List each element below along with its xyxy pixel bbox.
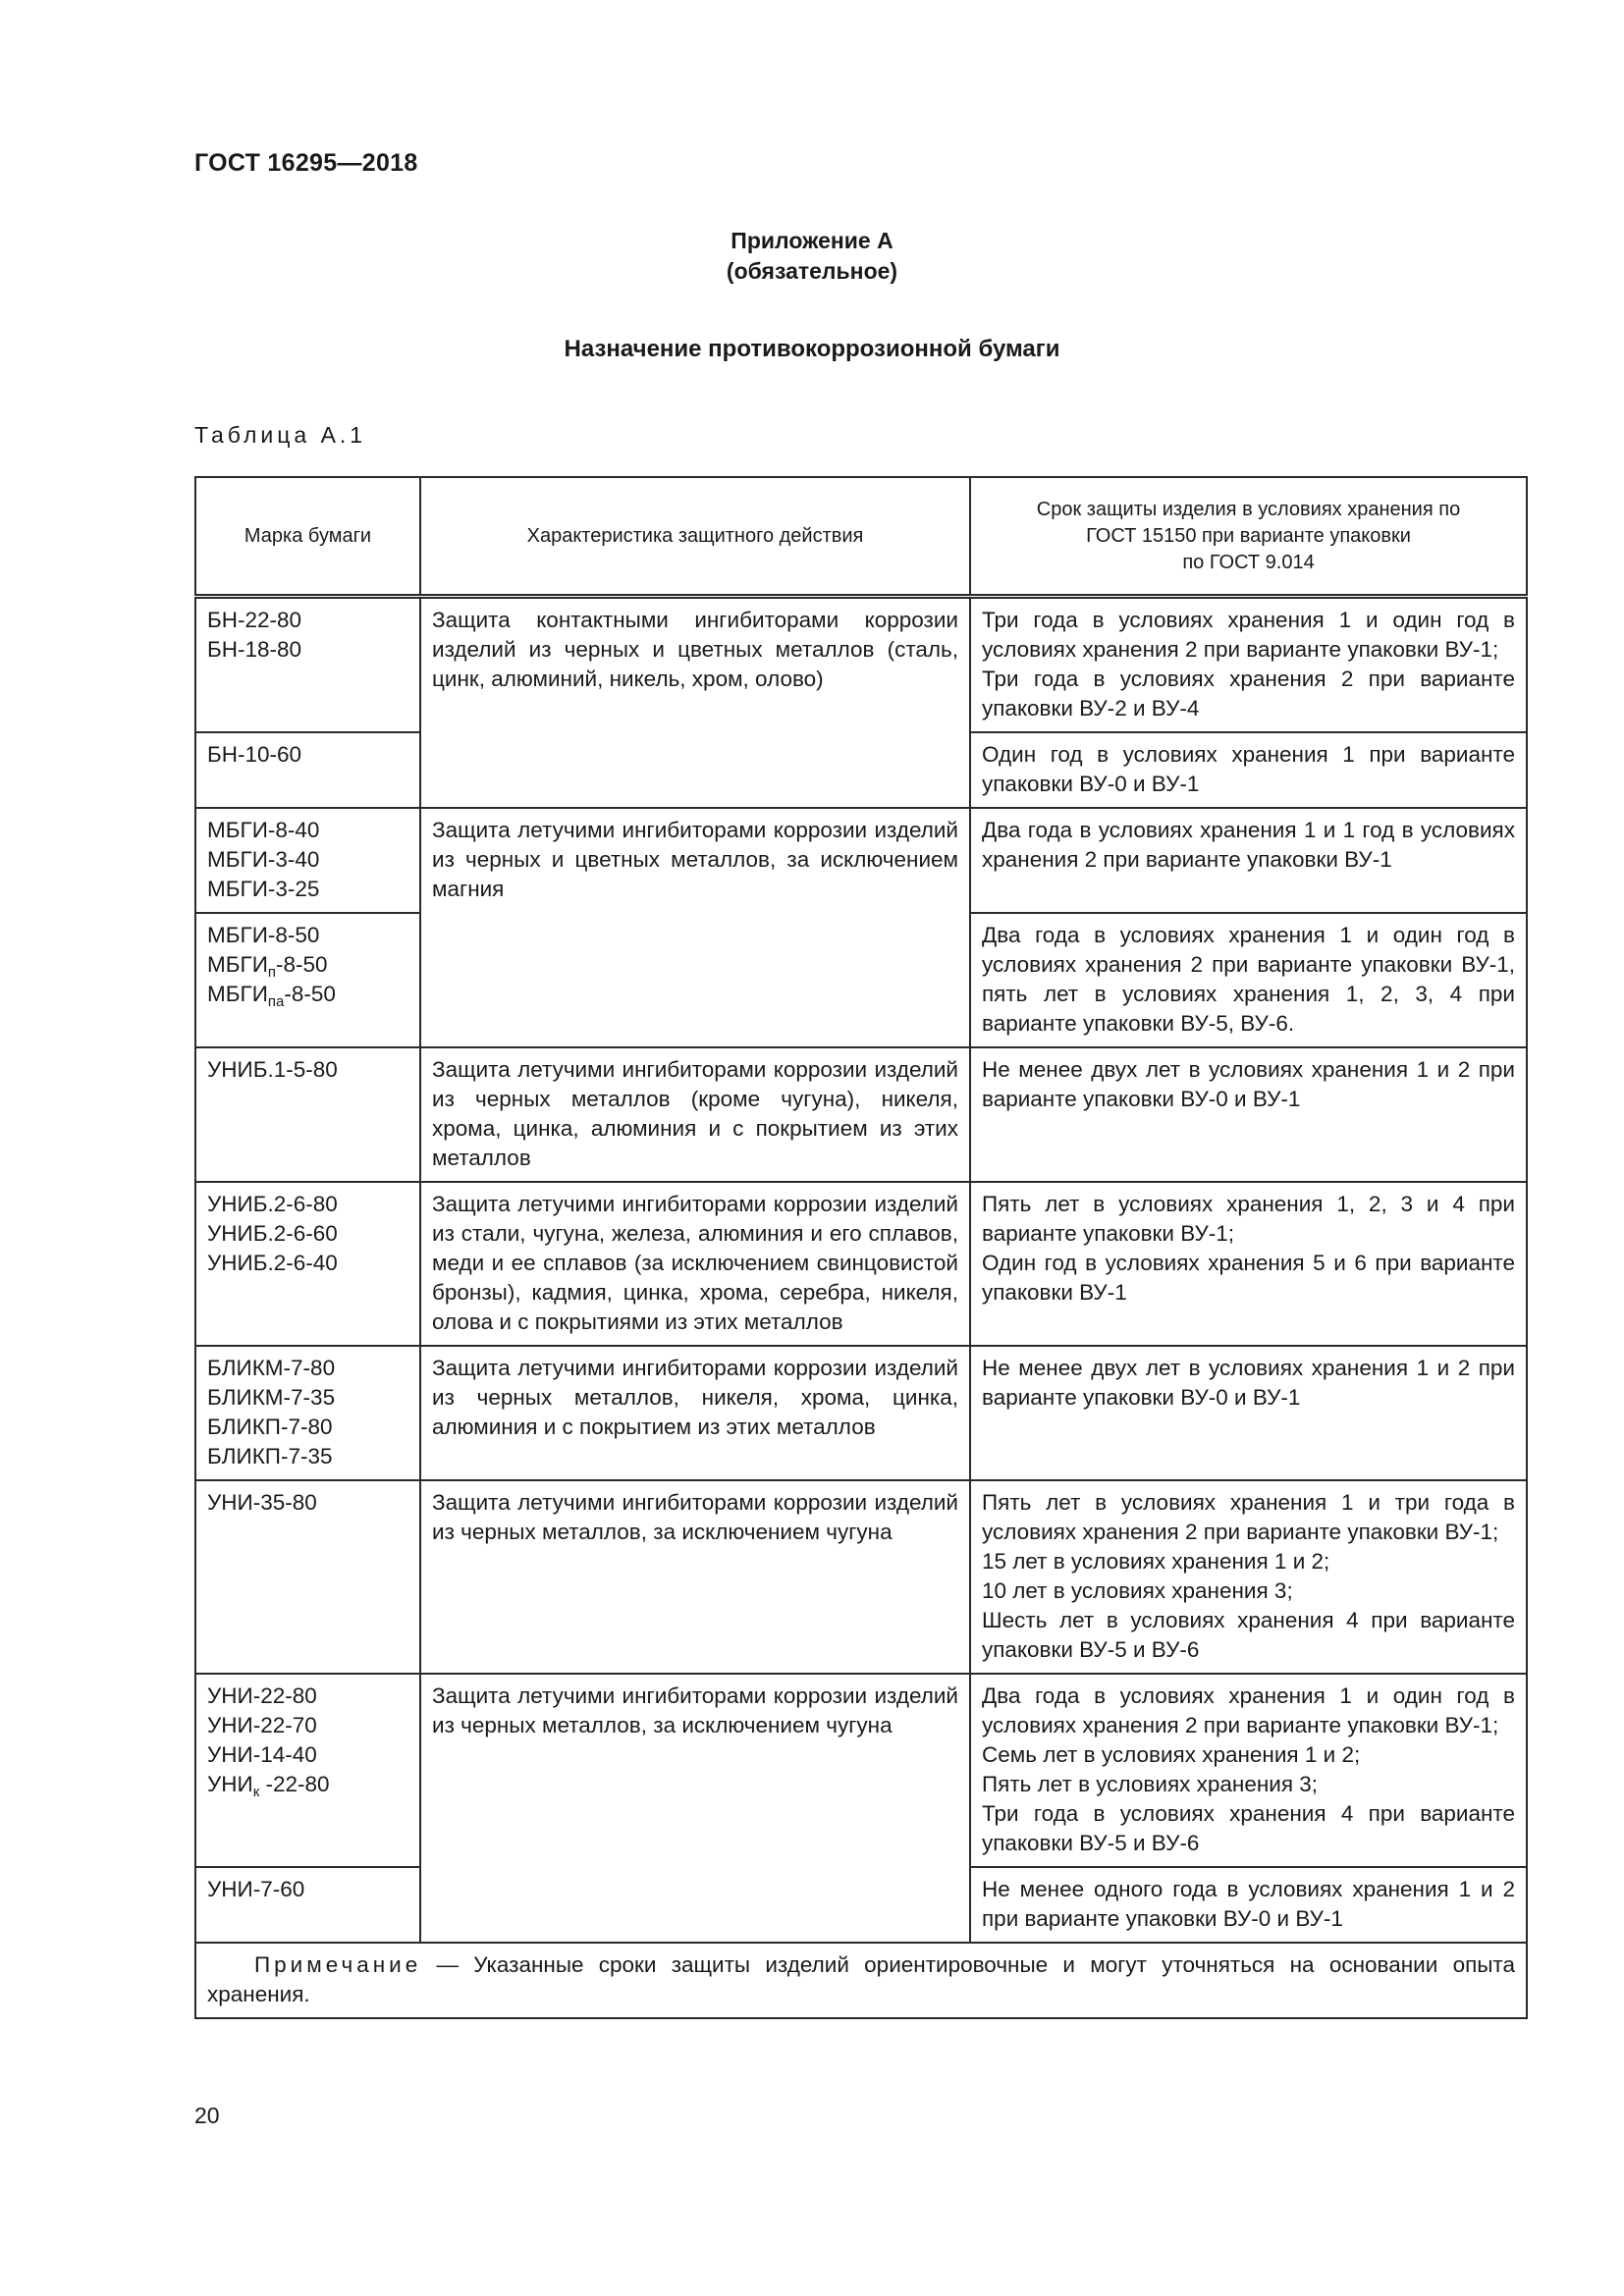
mark-cell [195, 808, 420, 913]
note-text: — Указанные сроки защиты изделий ориентировочные и могут уточняться на основании опыта хранения. [207, 1952, 1515, 2006]
term-line: 15 лет в условиях хранения 1 и 2; [982, 1549, 1330, 1574]
term-line: 10 лет в условиях хранения 3; [982, 1578, 1293, 1603]
term-line: Шесть лет в условиях хранения 4 при варианте упаковки ВУ-5 и ВУ-6 [982, 1608, 1515, 1662]
mark-cell [195, 1182, 420, 1346]
term-line: Не менее одного года в условиях хранения 1 и 2 при варианте упаковки ВУ-0 и ВУ-1 [982, 1877, 1515, 1931]
characteristic-cell: Защита контактными ингибиторами коррозии изделий из черных и цветных металлов (сталь, цинк, алюминий, никель, хром, олово) [420, 597, 970, 809]
paper-mark: БН-18-80 [207, 637, 302, 662]
paper-mark-base: МБГИ [207, 952, 268, 977]
term-line: Не менее двух лет в условиях хранения 1 и 2 при варианте упаковки ВУ-0 и ВУ-1 [982, 1057, 1515, 1111]
paper-mark [207, 1711, 408, 1740]
paper-mark [207, 1740, 408, 1770]
paper-mark: УНИ-35-80 [207, 1490, 317, 1515]
section-title: Назначение противокоррозионной бумаги [564, 336, 1060, 362]
note-row [195, 1943, 1527, 2018]
mark-cell [195, 1480, 420, 1674]
paper-mark: МБГИ-3-40 [207, 847, 320, 872]
table-label: Таблица А.1 [194, 422, 367, 448]
paper-mark: УНИ-7-60 [207, 1877, 305, 1901]
characteristic-cell: Защита летучими ингибиторами коррозии изделий из черных металлов, за исключением чугуна [420, 1674, 970, 1943]
paper-mark: БЛИКП-7-35 [207, 1444, 333, 1468]
term-cell [970, 1047, 1527, 1182]
characteristic-cell: Защита летучими ингибиторами коррозии изделий из черных металлов, никеля, хрома, цинка, алюминия и с покрытием из этих металлов [420, 1346, 970, 1480]
paper-mark-subscript: па [267, 993, 285, 1010]
paper-mark [207, 950, 408, 980]
term-cell [970, 1674, 1527, 1867]
paper-mark: БЛИКМ-7-35 [207, 1385, 336, 1410]
term-line: Два года в условиях хранения 1 и один год в условиях хранения 2 при варианте упаковки ВУ-1; [982, 1683, 1515, 1737]
paper-mark-base: УНИ [207, 1772, 253, 1796]
appendix-title: Приложение А [731, 228, 893, 253]
paper-mark [207, 1770, 408, 1799]
term-line: Не менее двух лет в условиях хранения 1 и 2 при варианте упаковки ВУ-0 и ВУ-1 [982, 1356, 1515, 1410]
paper-mark: БЛИКМ-7-80 [207, 1356, 336, 1380]
note-label: Примечание [254, 1952, 422, 1977]
paper-mark: БН-10-60 [207, 742, 302, 767]
term-cell [970, 1480, 1527, 1674]
mark-cell [195, 1346, 420, 1480]
term-line: Семь лет в условиях хранения 1 и 2; [982, 1742, 1361, 1767]
paper-mark: УНИБ.2-6-80 [207, 1192, 338, 1216]
paper-mark: БЛИКП-7-80 [207, 1415, 333, 1439]
paper-mark-subscript: п [267, 964, 276, 981]
term-line: Пять лет в условиях хранения 1 и три года в условиях хранения 2 при варианте упаковки ВУ-1; [982, 1490, 1515, 1544]
table-row [195, 1480, 1527, 1674]
term-line: Три года в условиях хранения 1 и один год в условиях хранения 2 при варианте упаковки ВУ-1; [982, 608, 1515, 662]
paper-mark-base: УНИ-22-70 [207, 1713, 317, 1737]
term-line: Три года в условиях хранения 4 при варианте упаковки ВУ-5 и ВУ-6 [982, 1801, 1515, 1855]
mark-cell [195, 732, 420, 808]
paper-mark-base: МБГИ-8-50 [207, 923, 320, 947]
table-row [195, 808, 1527, 913]
term-line: Один год в условиях хранения 5 и 6 при варианте упаковки ВУ-1 [982, 1251, 1515, 1305]
table-row [195, 1047, 1527, 1182]
paper-mark-suffix: -8-50 [276, 952, 328, 977]
term-line: Два года в условиях хранения 1 и один год в условиях хранения 2 при варианте упаковки ВУ-1, пять лет в условиях хранения 1, 2, 3, 4 при варианте упаковки ВУ-5, ВУ-6. [982, 923, 1515, 1036]
term-cell [970, 913, 1527, 1047]
paper-mark: УНИБ.2-6-40 [207, 1251, 338, 1275]
paper-mark [207, 921, 408, 950]
page-number: 20 [194, 2103, 220, 2128]
table-body [195, 597, 1527, 2019]
table-row [195, 1346, 1527, 1480]
column-header-mark: Марка бумаги [195, 477, 420, 597]
mark-cell [195, 913, 420, 1047]
appendix-status: (обязательное) [726, 258, 898, 284]
column-header-term: Срок защиты изделия в условиях хранения по ГОСТ 15150 при варианте упаковки по ГОСТ 9.014 [970, 477, 1527, 597]
paper-mark-suffix: -22-80 [259, 1772, 330, 1796]
term-cell [970, 732, 1527, 808]
mark-cell [195, 597, 420, 733]
characteristic-cell: Защита летучими ингибиторами коррозии изделий из черных металлов (кроме чугуна), никеля, хрома, цинка, алюминия и с покрытием из этих металлов [420, 1047, 970, 1182]
term-line: Три года в условиях хранения 2 при варианте упаковки ВУ-2 и ВУ-4 [982, 667, 1515, 721]
paper-mark: БН-22-80 [207, 608, 302, 632]
mark-cell [195, 1047, 420, 1182]
paper-mark: МБГИ-8-40 [207, 818, 320, 842]
table-row [195, 597, 1527, 733]
paper-mark-suffix: -8-50 [284, 982, 336, 1006]
term-line: Один год в условиях хранения 1 при варианте упаковки ВУ-0 и ВУ-1 [982, 742, 1515, 796]
table-row [195, 1674, 1527, 1867]
mark-cell [195, 1867, 420, 1943]
column-header-characteristic: Характеристика защитного действия [420, 477, 970, 597]
paper-mark-base: УНИ-14-40 [207, 1742, 317, 1767]
paper-mark-base: МБГИ [207, 982, 268, 1006]
paper-mark [207, 980, 408, 1009]
appendix-heading [0, 226, 1624, 287]
term-cell [970, 1182, 1527, 1346]
characteristic-cell: Защита летучими ингибиторами коррозии изделий из черных металлов, за исключением чугуна [420, 1480, 970, 1674]
table-note [195, 1943, 1527, 2018]
paper-mark [207, 1682, 408, 1711]
characteristic-cell: Защита летучими ингибиторами коррозии изделий из стали, чугуна, железа, алюминия и его сплавов, меди и ее сплавов (за исключением свинцовистой бронзы), кадмия, цинка, хрома, серебра, никеля, олова и с покрытиями из этих металлов [420, 1182, 970, 1346]
term-cell [970, 808, 1527, 913]
document-header: ГОСТ 16295—2018 [194, 149, 418, 177]
term-cell [970, 597, 1527, 733]
term-line: Пять лет в условиях хранения 3; [982, 1772, 1319, 1796]
paper-mark: МБГИ-3-25 [207, 877, 320, 901]
paper-mark: УНИБ.1-5-80 [207, 1057, 338, 1082]
term-cell [970, 1867, 1527, 1943]
paper-mark-base: УНИ-22-80 [207, 1683, 317, 1708]
paper-mark: УНИБ.2-6-60 [207, 1221, 338, 1246]
term-line: Пять лет в условиях хранения 1, 2, 3 и 4 при варианте упаковки ВУ-1; [982, 1192, 1515, 1246]
term-line: Два года в условиях хранения 1 и 1 год в условиях хранения 2 при варианте упаковки ВУ-1 [982, 818, 1515, 872]
characteristic-cell: Защита летучими ингибиторами коррозии изделий из черных и цветных металлов, за исключением магния [420, 808, 970, 1047]
term-cell [970, 1346, 1527, 1480]
table-header-row [195, 477, 1527, 597]
paper-mark-subscript: к [252, 1784, 260, 1800]
paper-purpose-table [194, 476, 1528, 2019]
table-row [195, 1182, 1527, 1346]
mark-cell [195, 1674, 420, 1867]
